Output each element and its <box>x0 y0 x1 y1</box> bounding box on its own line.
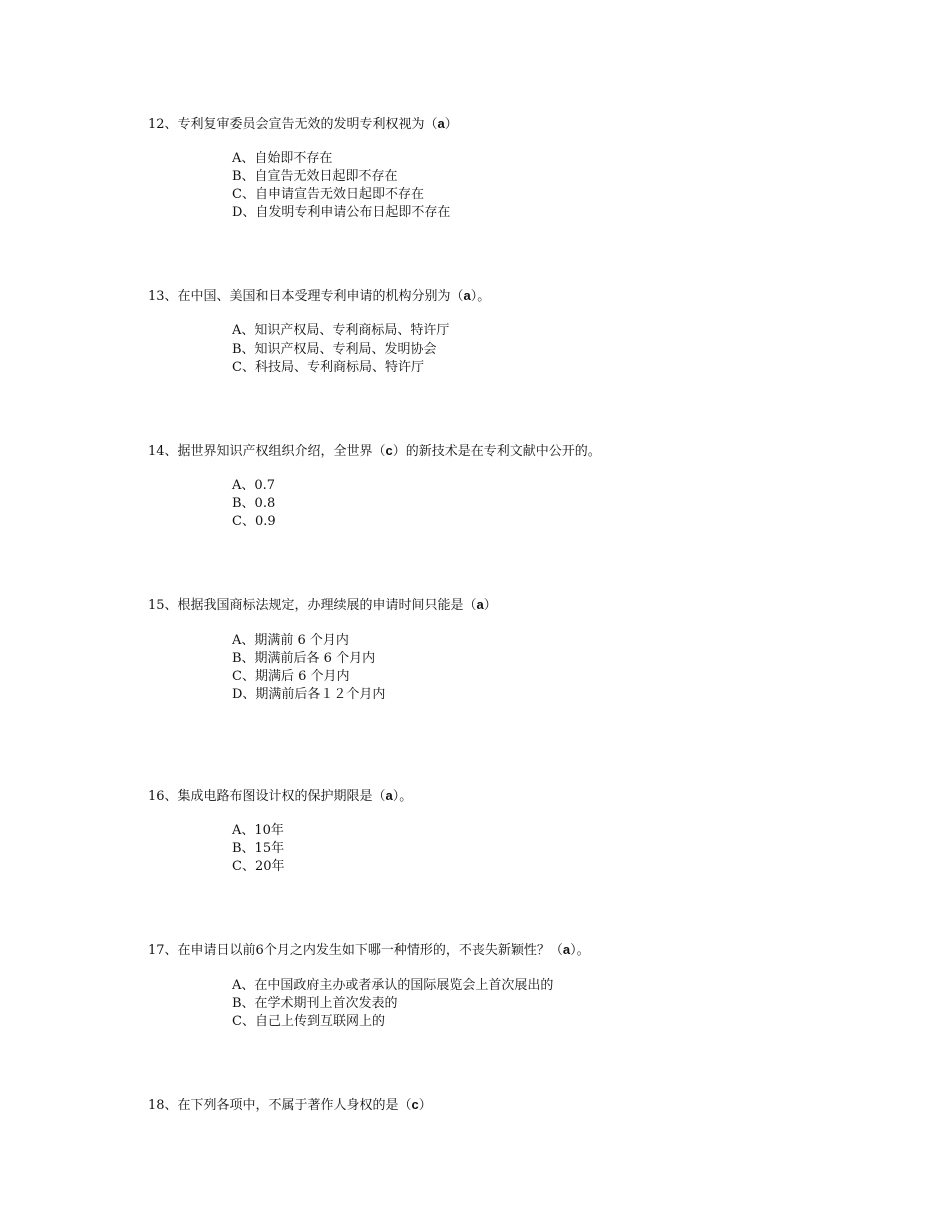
option-b: B、在学术期刊上首次发表的 <box>232 996 398 1011</box>
option-b: B、0.8 <box>232 496 276 511</box>
question-text: 12、专利复审委员会宣告无效的发明专利权视为（ <box>148 117 438 132</box>
option-a: A、自始即不存在 <box>232 151 333 166</box>
question-text: 15、根据我国商标法规定，办理续展的申请时间只能是（ <box>148 598 477 613</box>
question-18 <box>148 1096 432 1115</box>
option-b: B、自宣告无效日起即不存在 <box>232 169 398 184</box>
question-16 <box>148 787 412 806</box>
option-d: D、期满前后各１２个月内 <box>232 687 386 702</box>
answer-letter: a <box>437 116 445 131</box>
option-c: C、自己上传到互联网上的 <box>232 1014 385 1029</box>
option-d: D、自发明专利申请公布日起即不存在 <box>232 205 451 220</box>
answer-letter: a <box>476 597 484 612</box>
answer-letter: a <box>562 942 571 957</box>
option-a: A、0.7 <box>232 478 276 493</box>
option-a: A、10年 <box>232 823 284 838</box>
answer-letter: a <box>385 788 393 803</box>
option-a: A、在中国政府主办或者承认的国际展览会上首次展出的 <box>232 978 554 993</box>
question-text: 18、在下列各项中，不属于著作人身权的是（ <box>148 1098 412 1113</box>
question-text-end: ）。 <box>392 789 413 804</box>
option-b: B、期满前后各 6 个月内 <box>232 651 376 666</box>
question-text-end: ） <box>444 117 458 132</box>
question-text-end: ） <box>483 598 497 613</box>
question-text-end: ）的新技术是在专利文献中公开的。 <box>392 444 601 459</box>
question-12 <box>148 115 458 134</box>
question-text: 14、据世界知识产权组织介绍，全世界（ <box>148 444 386 459</box>
question-14 <box>148 442 601 461</box>
option-a: A、知识产权局、专利商标局、特许厅 <box>232 323 450 338</box>
question-text: 17、在申请日以前6个月之内发生如下哪一种情形的，不丧失新颖性？（ <box>148 943 563 958</box>
question-text-end: ）。 <box>570 943 590 958</box>
option-a: A、期满前 6 个月内 <box>232 633 349 648</box>
question-15 <box>148 596 497 615</box>
option-c: C、科技局、专利商标局、特许厅 <box>232 360 424 375</box>
option-b: B、知识产权局、专利局、发明协会 <box>232 342 437 357</box>
option-c: C、0.9 <box>232 514 276 529</box>
option-c: C、期满后 6 个月内 <box>232 669 350 684</box>
question-text-end: ）。 <box>470 289 491 304</box>
question-text-end: ） <box>418 1098 432 1113</box>
answer-letter: c <box>411 1097 419 1112</box>
answer-letter: c <box>385 443 393 458</box>
answer-letter: a <box>463 288 471 303</box>
option-c: C、自申请宣告无效日起即不存在 <box>232 187 424 202</box>
question-17 <box>148 941 590 960</box>
option-c: C、20年 <box>232 859 285 874</box>
question-text: 13、在中国、美国和日本受理专利申请的机构分别为（ <box>148 289 464 304</box>
question-13 <box>148 287 490 306</box>
option-b: B、15年 <box>232 841 285 856</box>
question-text: 16、集成电路布图设计权的保护期限是（ <box>148 789 386 804</box>
